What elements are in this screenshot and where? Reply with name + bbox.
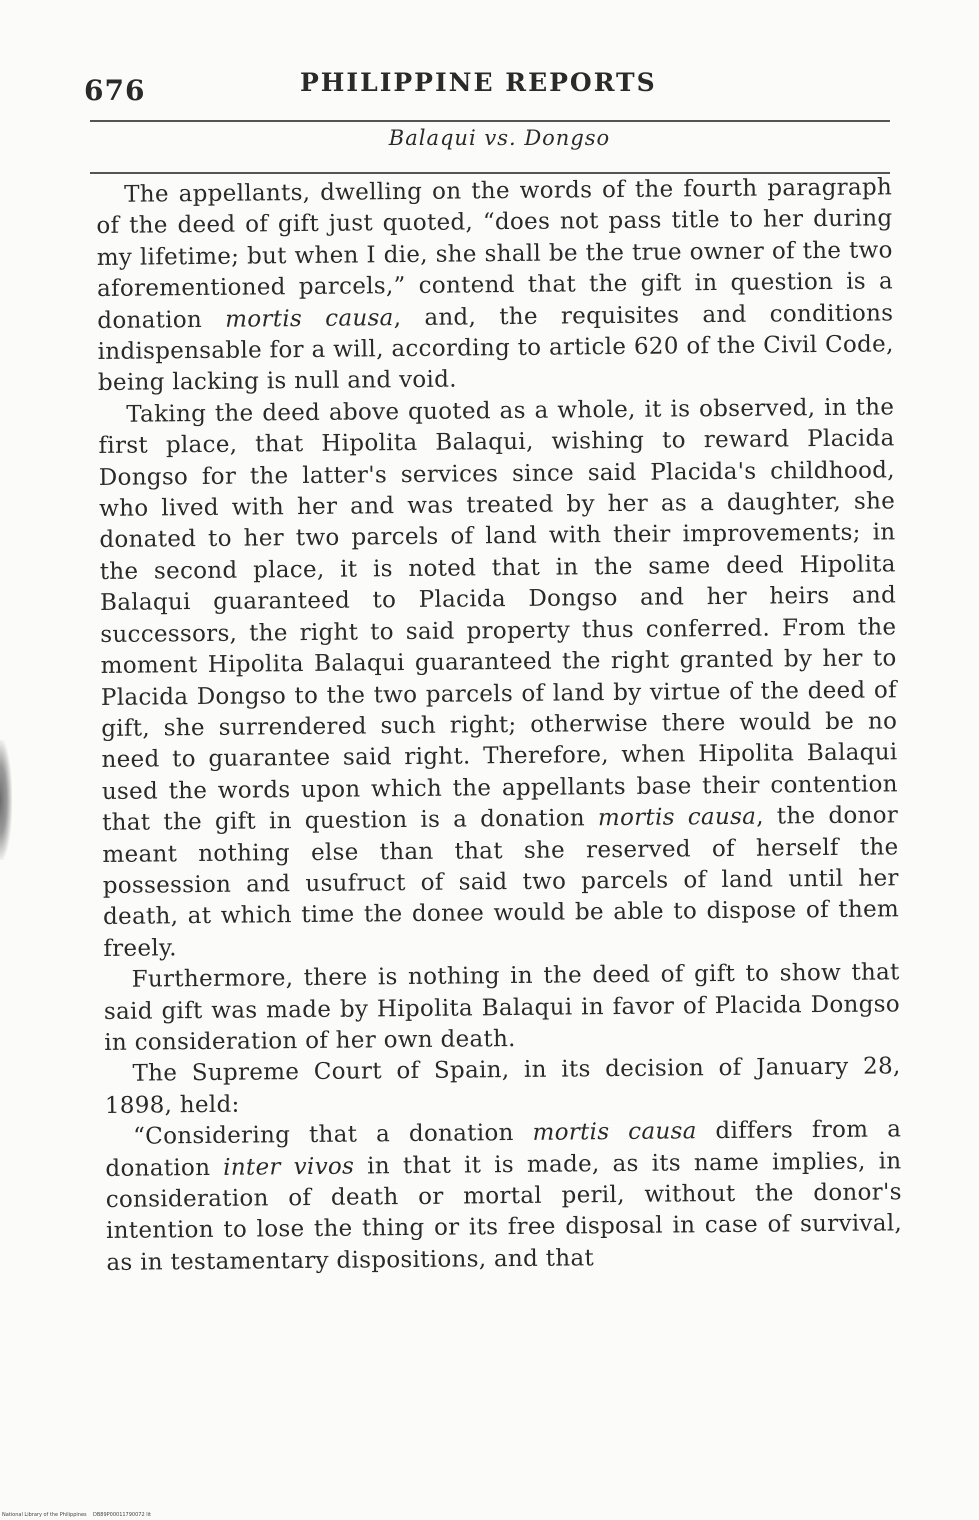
paragraph-1 [96,172,894,399]
paragraph-text: differs from a donation [105,1116,902,1182]
paragraph-text: “Considering that a donation [133,1120,533,1150]
paragraph-2 [98,392,899,965]
case-title: Balaqui vs. Dongso [388,126,611,150]
paragraph-4 [104,1052,901,1122]
italic-term: mortis causa [532,1118,697,1147]
header-rule-top [90,120,890,122]
italic-term: mortis causa [597,803,757,832]
paragraph-text: Taking the deed above quoted as a whole, it is observed, in the first place, that Hipolita Balaqui, wishing to reward Placida Dongso for the latter's services since said Placida's childhood, who lived with her and was treated by her as a daughter, she donated to her two parcels of land with their improvements; in the second place, it is noted that in the same deed Hipolita Balaqui guaranteed to Placida Dongso and her heirs and successors, the right to said property thus conferred. From the moment Hipolita Balaqui guaranteed the right granted by her to Placida Dongso to the two parcels of land by virtue of the deed of gift, she surrendered such right; otherwise there would be no need to guarantee said right. Therefore, when Hipolita Balaqui used the words upon which the appellants base their contention that the gift in question is a donation [98,394,898,837]
scan-margin-mark [0,740,12,860]
paragraph-text: The appellants, dwelling on the words of the fourth paragraph of the deed of gift just quoted, “does not pass title to her during my lifetime; but when I die, she shall be the true owner of the two aforementioned parcels,” contend that the gift in question is a donation [96,174,894,334]
page-number: 676 [84,74,146,107]
paragraph-text: in that it is made, as its name implies, in consideration of death or mortal peril, without the donor's intention to lose the thing or its free disposal in case of survival, as in testamentary dispositions, and that [105,1147,903,1276]
running-head: PHILIPPINE REPORTS [300,68,657,97]
paragraph-text: The Supreme Court of Spain, in its decision of January 28, 1898, held: [104,1053,901,1119]
italic-term: mortis causa [225,304,394,333]
paragraph-text: , the donor meant nothing else than that she reserved of herself the possession and usufruct of said two parcels of land until her death, at which time the donee would be able to dispose of them freely. [102,802,900,962]
paragraph-3 [104,957,901,1059]
body-text [96,172,903,1279]
footer-watermark: National Library of the Philippines DB89P00011790072 lit [2,1512,151,1518]
italic-term: inter vivos [223,1153,355,1181]
paragraph-text: , and, the requisites and conditions indispensable for a will, according to article 620 of the Civil Code, being lacking is null and void. [97,299,894,397]
paragraph-text: Furthermore, there is nothing in the deed of gift to show that said gift was made by Hipolita Balaqui in favor of Placida Dongso in consideration of her own death. [103,959,901,1056]
paragraph-5 [105,1115,902,1280]
